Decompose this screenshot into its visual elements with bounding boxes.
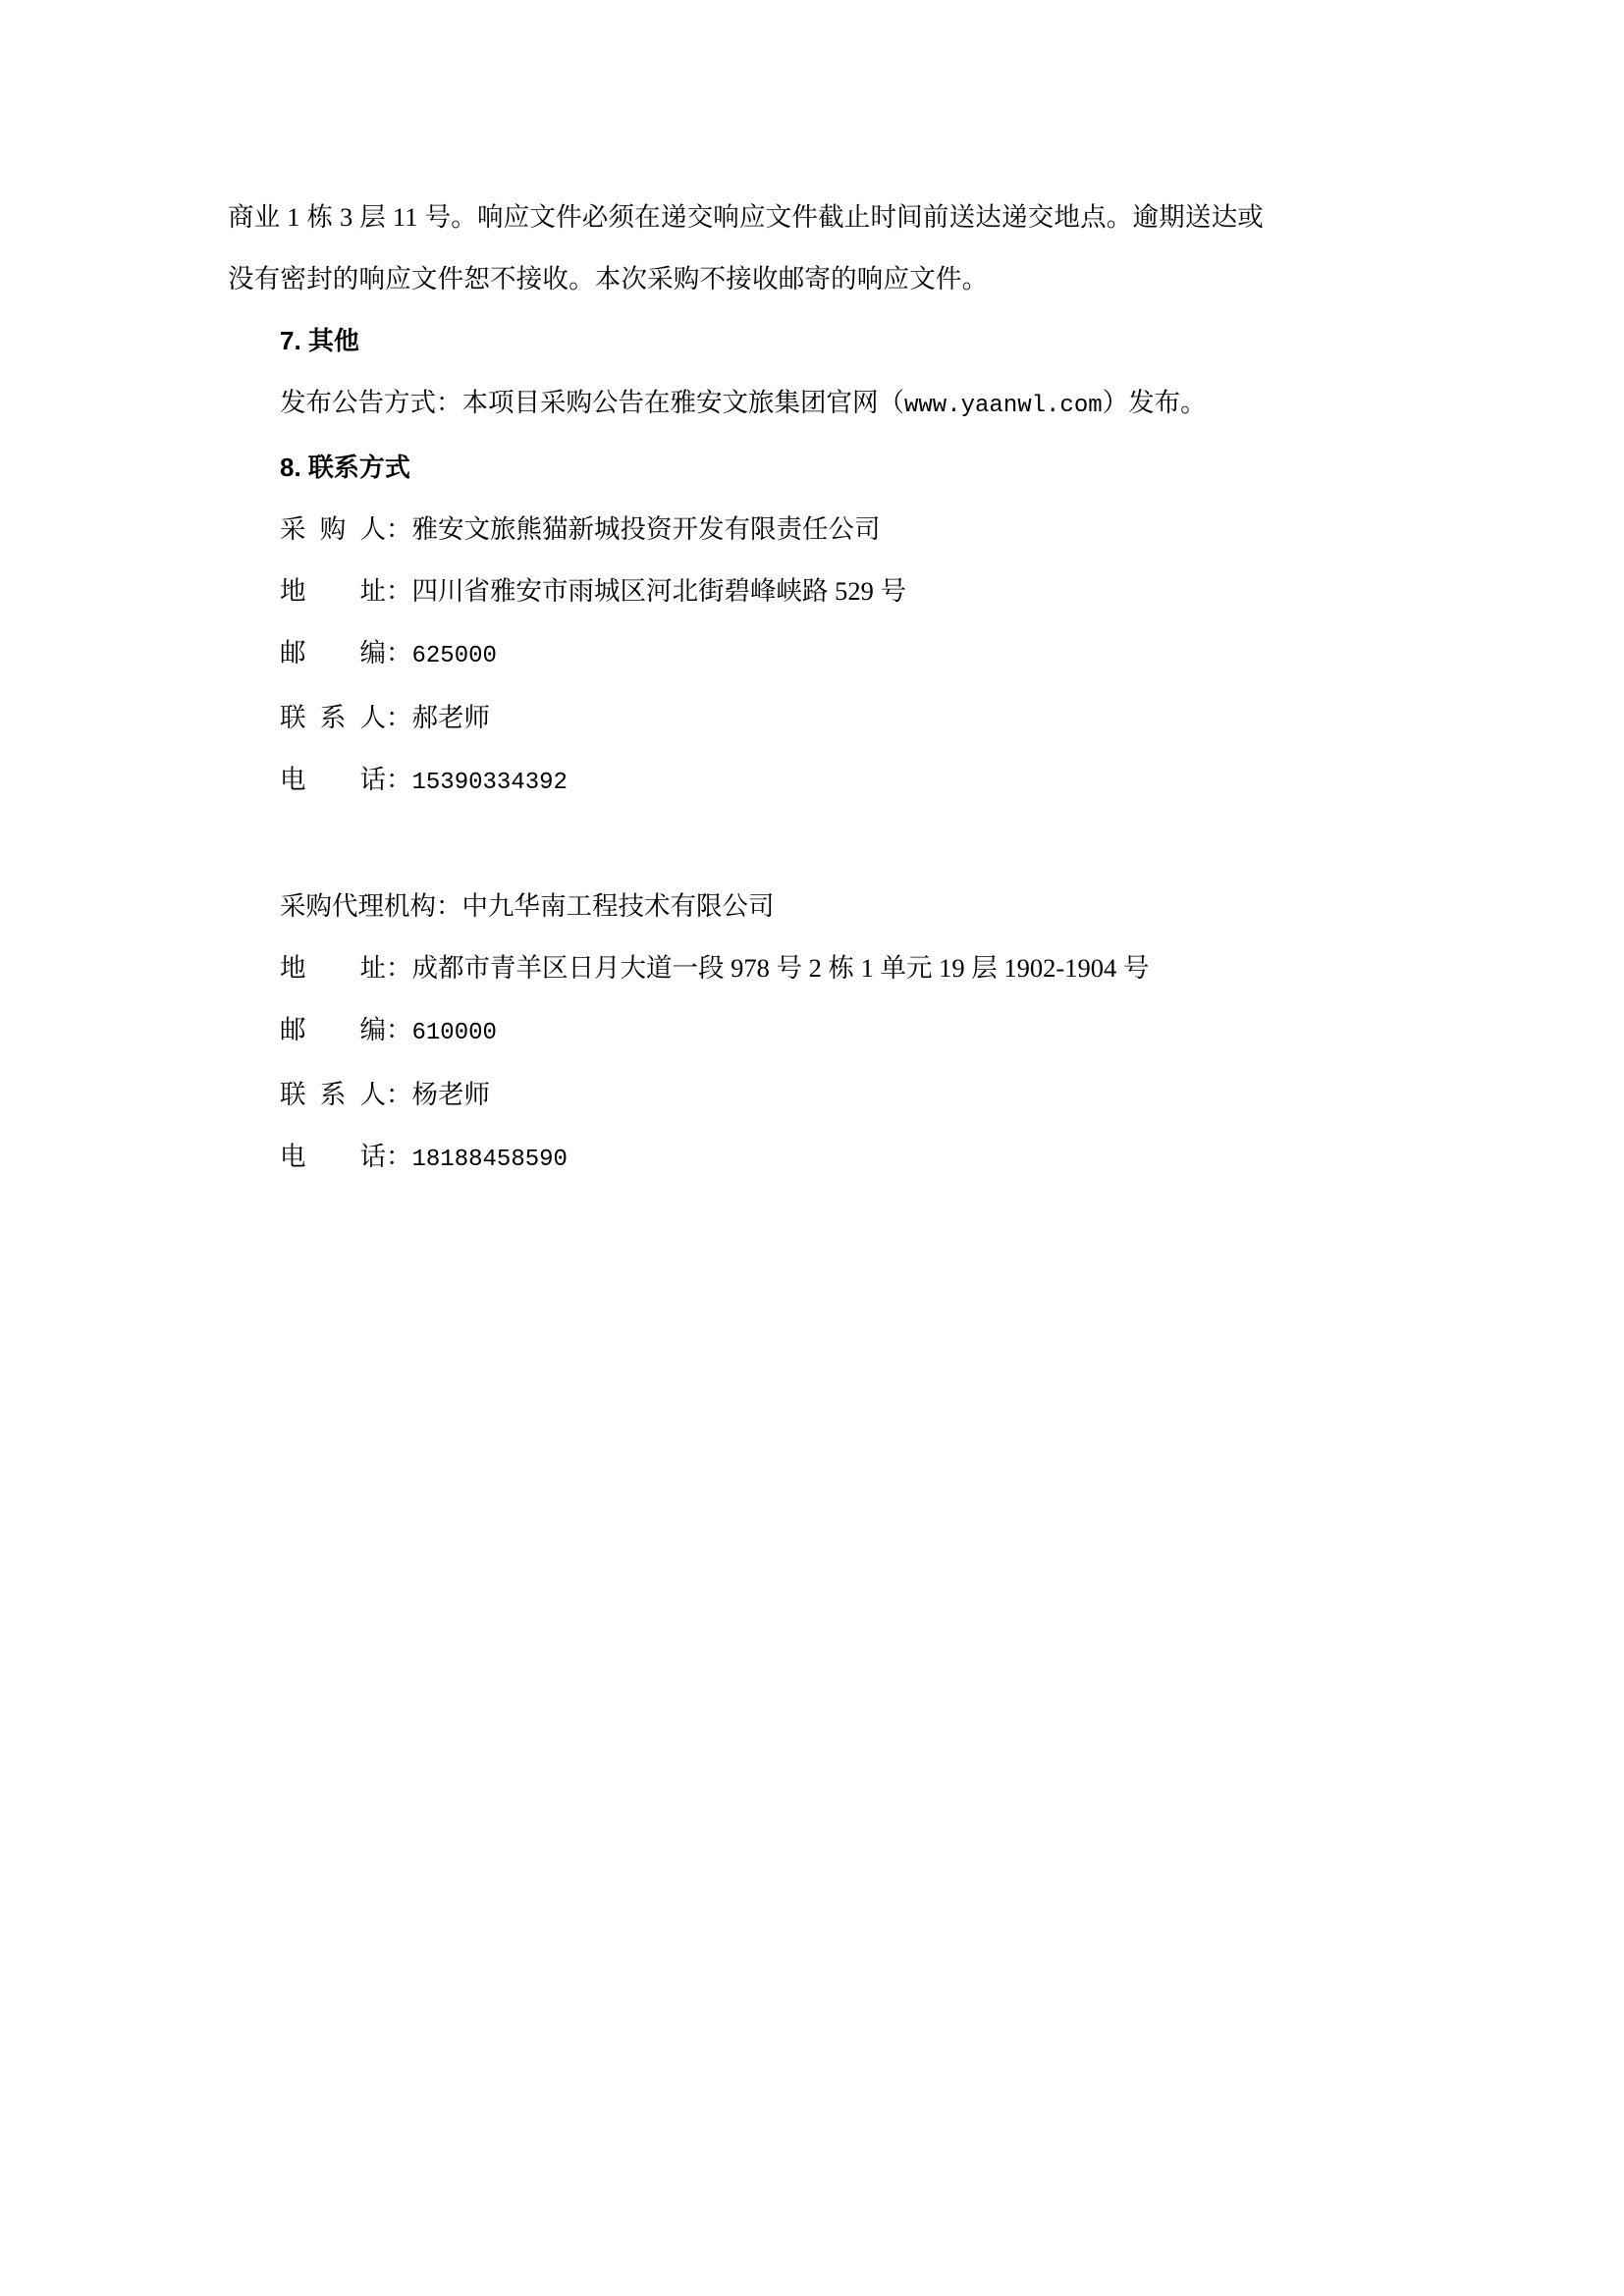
contact-separator: ： <box>386 953 412 983</box>
contact-value: 15390334392 <box>411 770 568 796</box>
contact-separator: ： <box>386 576 412 606</box>
contact-label: 采 购 人 <box>280 514 386 544</box>
contact-label: 邮 编 <box>280 1015 386 1044</box>
paragraph-line-1: 商业 1 栋 3 层 11 号。响应文件必须在递交响应文件截止时间前送达递交地点。逾期送达或 <box>228 202 1264 232</box>
contact-separator: ： <box>386 638 412 667</box>
contact-separator: ： <box>386 1080 412 1109</box>
continuation-paragraph <box>228 187 1396 310</box>
contact-label: 联 系 人 <box>280 703 386 732</box>
contact-separator: ： <box>386 1142 412 1171</box>
paragraph-line-2: 没有密封的响应文件恕不接收。本次采购不接收邮寄的响应文件。 <box>228 264 989 294</box>
contact-label: 地 址 <box>280 576 386 606</box>
page-content <box>228 187 1396 1191</box>
contact-label: 电 话 <box>280 1142 386 1171</box>
contact-value: 雅安文旅熊猫新城投资开发有限责任公司 <box>411 514 881 544</box>
contact-row-agency-phone <box>228 1126 1396 1191</box>
section-heading-7: 7. 其他 <box>280 326 359 355</box>
contact-separator: ： <box>386 703 412 732</box>
contact-value: 郝老师 <box>411 703 490 732</box>
announcement-text-suffix: ）发布。 <box>1102 388 1207 417</box>
contact-row-agency-name <box>228 876 1396 937</box>
contact-separator: ： <box>386 514 412 544</box>
contact-value: 成都市青羊区日月大道一段 978 号 2 栋 1 单元 19 层 1902-1904 号 <box>411 953 1150 983</box>
contact-row-agency-postcode <box>228 999 1396 1064</box>
blank-line-spacer <box>228 814 1396 876</box>
announcement-url: www.yaanwl.com <box>904 393 1103 419</box>
contact-value: 625000 <box>411 643 497 669</box>
announcement-text-prefix: 发布公告方式：本项目采购公告在雅安文旅集团官网（ <box>280 388 904 417</box>
section-7-paragraph <box>228 372 1396 437</box>
contact-row-agency-address <box>228 937 1396 999</box>
contact-separator: ： <box>436 891 462 921</box>
contact-row-purchaser-postcode <box>228 622 1396 687</box>
contact-value: 18188458590 <box>411 1147 568 1173</box>
contact-value: 杨老师 <box>411 1080 490 1109</box>
contact-row-agency-person <box>228 1064 1396 1126</box>
contact-row-purchaser-address <box>228 561 1396 622</box>
contact-row-purchaser-phone <box>228 749 1396 814</box>
contact-value: 四川省雅安市雨城区河北街碧峰峡路 529 号 <box>411 576 906 606</box>
contact-row-purchaser-person <box>228 687 1396 749</box>
contact-label: 电 话 <box>280 765 386 794</box>
contact-label: 联 系 人 <box>280 1080 386 1109</box>
contact-label: 地 址 <box>280 953 386 983</box>
contact-label: 邮 编 <box>280 638 386 667</box>
agency-value: 中九华南工程技术有限公司 <box>461 891 775 921</box>
contact-value: 610000 <box>411 1020 497 1046</box>
section-heading-8: 8. 联系方式 <box>280 453 410 482</box>
contact-separator: ： <box>386 1015 412 1044</box>
contact-separator: ： <box>386 765 412 794</box>
agency-label: 采购代理机构 <box>280 891 436 921</box>
contact-row-purchaser-name <box>228 499 1396 561</box>
